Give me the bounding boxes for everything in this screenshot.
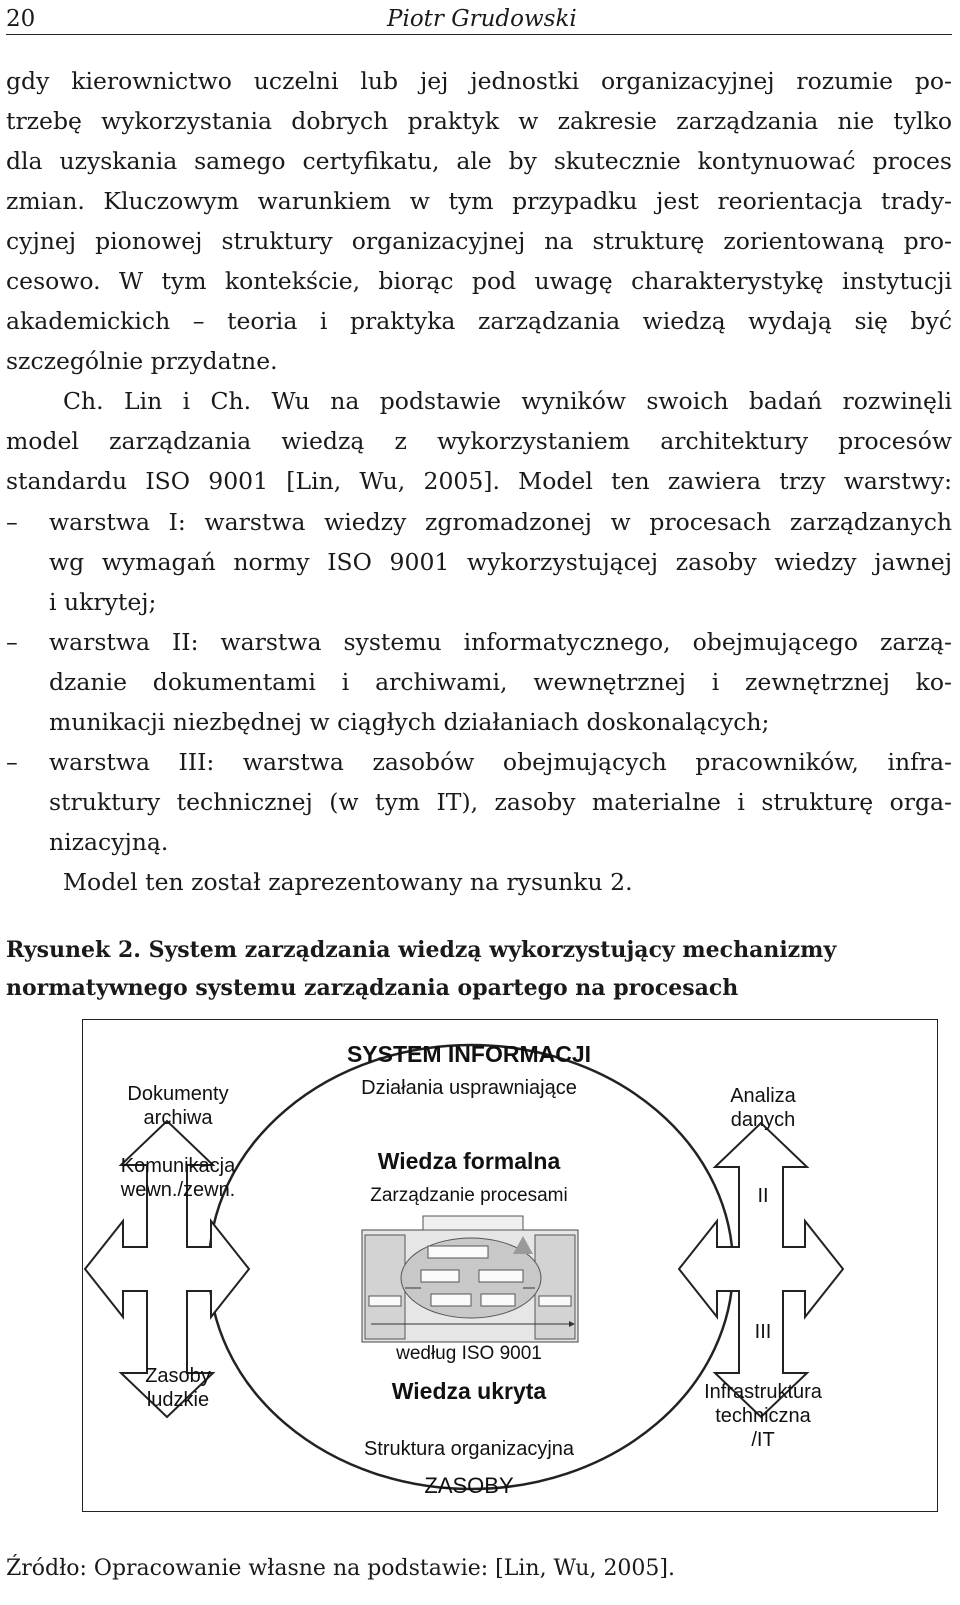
layer-iii-label: III bbox=[754, 1321, 772, 1343]
body-line: standardu ISO 9001 [Lin, Wu, 2005]. Model ten zawiera trzy warstwy: bbox=[6, 467, 952, 495]
body-line: szczególnie przydatne. bbox=[6, 347, 278, 375]
body-line: gdy kierownictwo uczelni lub jej jednostki organizacyjnej rozumie po- bbox=[6, 67, 952, 95]
body-line: zmian. Kluczowym warunkiem w tym przypadku jest reorientacja trady- bbox=[6, 187, 952, 215]
body-line: cyjnej pionowej struktury organizacyjnej na strukturę zorientowaną pro- bbox=[6, 227, 952, 255]
figure-source: Źródło: Opracowanie własne na podstawie: [Lin, Wu, 2005]. bbox=[6, 1556, 676, 1581]
layer-ii-label: II bbox=[757, 1185, 769, 1207]
list-item-line: struktury technicznej (w tym IT), zasoby materialne i strukturę orga- bbox=[49, 788, 952, 816]
figure-caption-line2: normatywnego systemu zarządzania opartego na procesach bbox=[6, 975, 739, 1001]
improvement-actions-label: Działania usprawniające bbox=[361, 1077, 577, 1099]
process-management-label: Zarządzanie procesami bbox=[370, 1185, 568, 1206]
human-resources-label: Zasoby bbox=[145, 1365, 211, 1387]
tacit-knowledge-label: Wiedza ukryta bbox=[391, 1378, 547, 1404]
data-analysis-label: Analiza bbox=[730, 1085, 796, 1107]
page-number: 20 bbox=[6, 6, 36, 32]
infrastructure-label: Infrastruktura bbox=[704, 1381, 822, 1403]
communication-label: Komunikacja bbox=[120, 1155, 236, 1177]
body-line: cesowo. W tym kontekście, biorąc pod uwagę charakterystykę instytucji bbox=[6, 267, 952, 295]
org-structure-label: Struktura organizacyjna bbox=[363, 1438, 575, 1460]
human-resources-label-2: ludzkie bbox=[146, 1389, 210, 1411]
list-item-line: wg wymagań normy ISO 9001 wykorzystującej zasoby wiedzy jawnej bbox=[49, 548, 952, 576]
list-item-line: warstwa II: warstwa systemu informatycznego, obejmującego zarzą- bbox=[49, 628, 952, 656]
body-line: akademickich – teoria i praktyka zarządzania wiedzą wydają się być bbox=[6, 307, 952, 335]
list-dash: – bbox=[6, 508, 18, 536]
body-line: dla uzyskania samego certyfikatu, ale by skutecznie kontynuować proces bbox=[6, 147, 952, 175]
list-item-line: dzanie dokumentami i archiwami, wewnętrznej i zewnętrznej ko- bbox=[49, 668, 952, 696]
list-item-line: munikacji niezbędnej w ciągłych działaniach doskonalących; bbox=[49, 708, 770, 736]
list-item-line: warstwa I: warstwa wiedzy zgromadzonej w procesach zarządzanych bbox=[49, 508, 952, 536]
list-dash: – bbox=[6, 748, 18, 776]
internal-external-label: wewn./zewn. bbox=[120, 1179, 236, 1201]
list-item-line: nizacyjną. bbox=[49, 828, 169, 856]
archives-label: archiwa bbox=[143, 1107, 213, 1129]
iso-process-model-thumbnail bbox=[362, 1216, 578, 1342]
it-label: /IT bbox=[751, 1429, 775, 1451]
running-header bbox=[6, 4, 952, 35]
body-line: trzebę wykorzystania dobrych praktyk w zakresie zarządzania nie tylko bbox=[6, 107, 952, 135]
formal-knowledge-label: Wiedza formalna bbox=[377, 1148, 561, 1174]
documents-label: Dokumenty bbox=[127, 1083, 229, 1105]
per-iso-9001-label: według ISO 9001 bbox=[396, 1343, 542, 1364]
body-line: model zarządzania wiedzą z wykorzystaniem architektury procesów bbox=[6, 427, 952, 455]
list-item-line: i ukrytej; bbox=[49, 588, 157, 616]
data-analysis-label-2: danych bbox=[730, 1109, 796, 1131]
figure-caption-line1: Rysunek 2. System zarządzania wiedzą wykorzystujący mechanizmy bbox=[6, 937, 837, 963]
resources-label: ZASOBY bbox=[424, 1473, 514, 1498]
figure-diagram bbox=[82, 1019, 938, 1512]
system-informacji-title: SYSTEM INFORMACJI bbox=[346, 1041, 592, 1067]
list-dash: – bbox=[6, 628, 18, 656]
technical-label: techniczna bbox=[715, 1405, 811, 1427]
body-line: Ch. Lin i Ch. Wu na podstawie wyników swoich badań rozwinęli bbox=[63, 387, 952, 415]
running-author: Piotr Grudowski bbox=[387, 6, 577, 32]
closing-line: Model ten został zaprezentowany na rysunku 2. bbox=[63, 868, 633, 896]
list-item-line: warstwa III: warstwa zasobów obejmujących pracowników, infra- bbox=[49, 748, 952, 776]
